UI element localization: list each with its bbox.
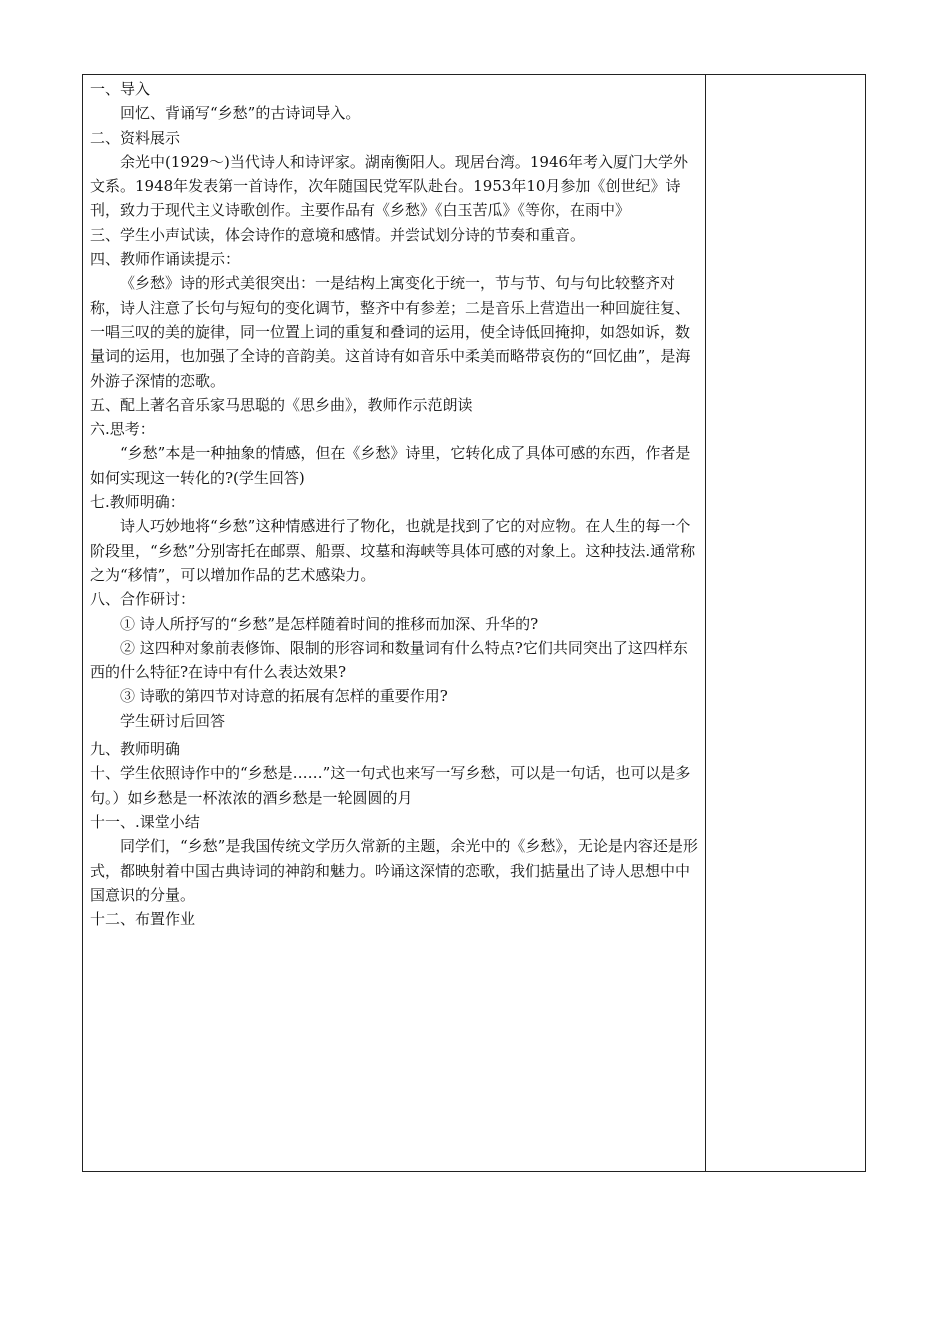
- section-heading-homework: 十二、布置作业: [90, 910, 196, 929]
- notes-column-cell: [706, 75, 865, 1171]
- discussion-answer-note: 学生研讨后回答: [120, 711, 226, 730]
- summary-text: 同学们，“乡愁”是我国传统文学历久常新的主题，余光中的《乡愁》，无论是内容还是形式，都映射着中国古典诗词的神韵和魅力。吟诵这深情的恋歌，我们掂量出了诗人思想中中国意识的分量。: [90, 837, 698, 904]
- lesson-content-cell: [90, 77, 698, 931]
- section-heading-thinking: 六.思考：: [90, 420, 155, 439]
- section-heading-recitation-tips: 四、教师作诵读提示：: [90, 250, 241, 269]
- section-heading-intro: 一、导入: [90, 80, 151, 98]
- thinking-question-text: “乡愁”本是一种抽象的情感，但在《乡愁》诗里，它转化成了具体可感的东西，作者是如何实现这一转化的?(学生回答): [90, 444, 691, 487]
- recitation-tips-text: 《乡愁》诗的形式美很突出：一是结构上寓变化于统一，节与节、句与句比较整齐对称，诗人注意了长句与短句的变化调节，整齐中有参差；二是音乐上营造出一种回旋往复、一唱三叹的美的旋律，同一位置上词的重复和叠词的运用，使全诗低回掩抑，如怨如诉，数量词的运用，也加强了全诗的音韵美。这首诗有如音乐中柔美而略带哀伤的“回忆曲”，是海外游子深情的恋歌。: [90, 274, 691, 390]
- author-bio-text: 余光中(1929～)当代诗人和诗评家。湖南衡阳人。现居台湾。1946年考入厦门大学外文系。1948年发表第一首诗作，次年随国民党军队赴台。1953年10月参加《创世纪》诗刊，致力于现代主义诗歌创作。主要作品有《乡愁》《白玉苦瓜》《等你，在雨中》: [90, 152, 689, 220]
- discussion-question-2: ② 这四种对象前表修饰、限制的形容词和数量词有什么特点?它们共同突出了这四样东西的什么特征?在诗中有什么表达效果?: [90, 638, 688, 682]
- section-heading-teacher-clarify: 七.教师明确：: [90, 493, 185, 512]
- section-heading-teacher-clarify-2: 九、教师明确: [90, 740, 181, 759]
- section-heading-discussion: 八、合作研讨：: [90, 590, 196, 609]
- intro-text: 回忆、背诵写“乡愁”的古诗词导入。: [120, 104, 361, 123]
- section-writing-exercise: 十、学生依照诗作中的“乡愁是……”这一句式也来写一写乡愁，可以是一句话，也可以是多句。）如乡愁是一杯浓浓的酒乡愁是一轮圆圆的月: [90, 764, 691, 807]
- section-heading-model-reading: 五、配上著名音乐家马思聪的《思乡曲》，教师作示范朗读: [90, 395, 473, 414]
- section-heading-materials: 二、资料展示: [90, 128, 181, 147]
- section-heading-summary: 十一、.课堂小结: [90, 812, 200, 831]
- section-heading-trial-reading: 三、学生小声试读，体会诗作的意境和感情。并尝试划分诗的节奏和重音。: [90, 225, 586, 244]
- discussion-question-1: ① 诗人所抒写的“乡愁”是怎样随着时间的推移而加深、升华的?: [120, 614, 539, 633]
- teacher-clarify-text: 诗人巧妙地将“乡愁”这种情感进行了物化，也就是找到了它的对应物。在人生的每一个阶段里，“乡愁”分别寄托在邮票、船票、坟墓和海峡等具体可感的对象上。这种技法.通常称之为“移情”，可以增加作品的艺术感染力。: [90, 517, 696, 584]
- discussion-question-3: ③ 诗歌的第四节对诗意的拓展有怎样的重要作用?: [120, 687, 448, 706]
